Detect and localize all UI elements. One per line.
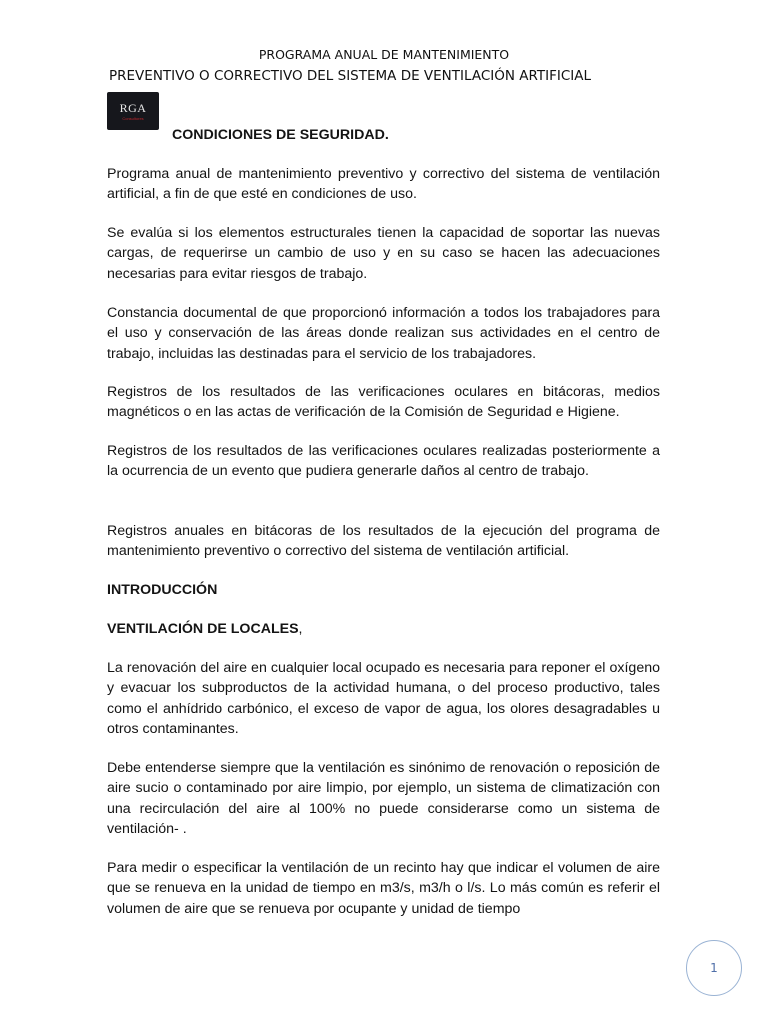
paragraph: Se evalúa si los elementos estructurales tienen la capacidad de soportar las nuevas cargas, de requerirse un cambio de uso y en su caso se hacen las adecuaciones necesarias para evitar riesgos de trabajo. (107, 225, 660, 282)
document-title: PROGRAMA ANUAL DE MANTENIMIENTO (258, 47, 510, 62)
paragraph: Registros anuales en bitácoras de los resultados de la ejecución del programa de mantenimiento preventivo o correctivo del sistema de ventilación artificial. (107, 523, 660, 560)
section-heading-introduccion: INTRODUCCIÓN (107, 582, 218, 598)
section-heading-ventilacion (107, 619, 303, 639)
paragraph: La renovación del aire en cualquier local ocupado es necesaria para reponer el oxígeno y evacuar los subproductos de la actividad humana, o del proceso productivo, tales como el anhídrido carbónico, el exceso de vapor de agua, los olores desagradables u otros contaminantes. (107, 660, 660, 738)
page-number: 1 (710, 961, 718, 975)
ventilacion-heading-suffix: , (298, 621, 303, 637)
document-subtitle: PREVENTIVO O CORRECTIVO DEL SISTEMA DE VENTILACIÓN ARTIFICIAL (109, 68, 592, 84)
logo-tagline: Consultores (122, 116, 144, 121)
logo-text: RGA (119, 101, 147, 115)
page-number-badge (686, 940, 742, 996)
paragraph: Registros de los resultados de las verificaciones oculares en bitácoras, medios magnéticos o en las actas de verificación de la Comisión de Seguridad e Higiene. (107, 384, 660, 421)
rga-logo (107, 92, 159, 130)
paragraph: Para medir o especificar la ventilación de un recinto hay que indicar el volumen de aire que se renueva en la unidad de tiempo en m3/s, m3/h o l/s. Lo más común es referir el volumen de aire que se renueva por ocupante y unidad de tiempo (107, 860, 660, 917)
paragraph: Debe entenderse siempre que la ventilación es sinónimo de renovación o reposición de aire sucio o contaminado por aire limpio, por ejemplo, un sistema de climatización con una recirculación del aire al 100% no puede considerarse como un sistema de ventilación- . (107, 760, 660, 838)
paragraph: Registros de los resultados de las verificaciones oculares realizadas posteriormente a la ocurrencia de un evento que pudiera generarle daños al centro de trabajo. (107, 443, 660, 480)
section-heading-seguridad: CONDICIONES DE SEGURIDAD. (172, 127, 389, 143)
paragraph: Constancia documental de que proporcionó información a todos los trabajadores para el uso y conservación de las áreas donde realizan sus actividades en el centro de trabajo, incluidas las destinadas para el servicio de los trabajadores. (107, 305, 660, 362)
paragraph: Programa anual de mantenimiento preventivo y correctivo del sistema de ventilación artificial, a fin de que esté en condiciones de uso. (107, 166, 660, 203)
ventilacion-heading-text: VENTILACIÓN DE LOCALES (107, 621, 299, 637)
